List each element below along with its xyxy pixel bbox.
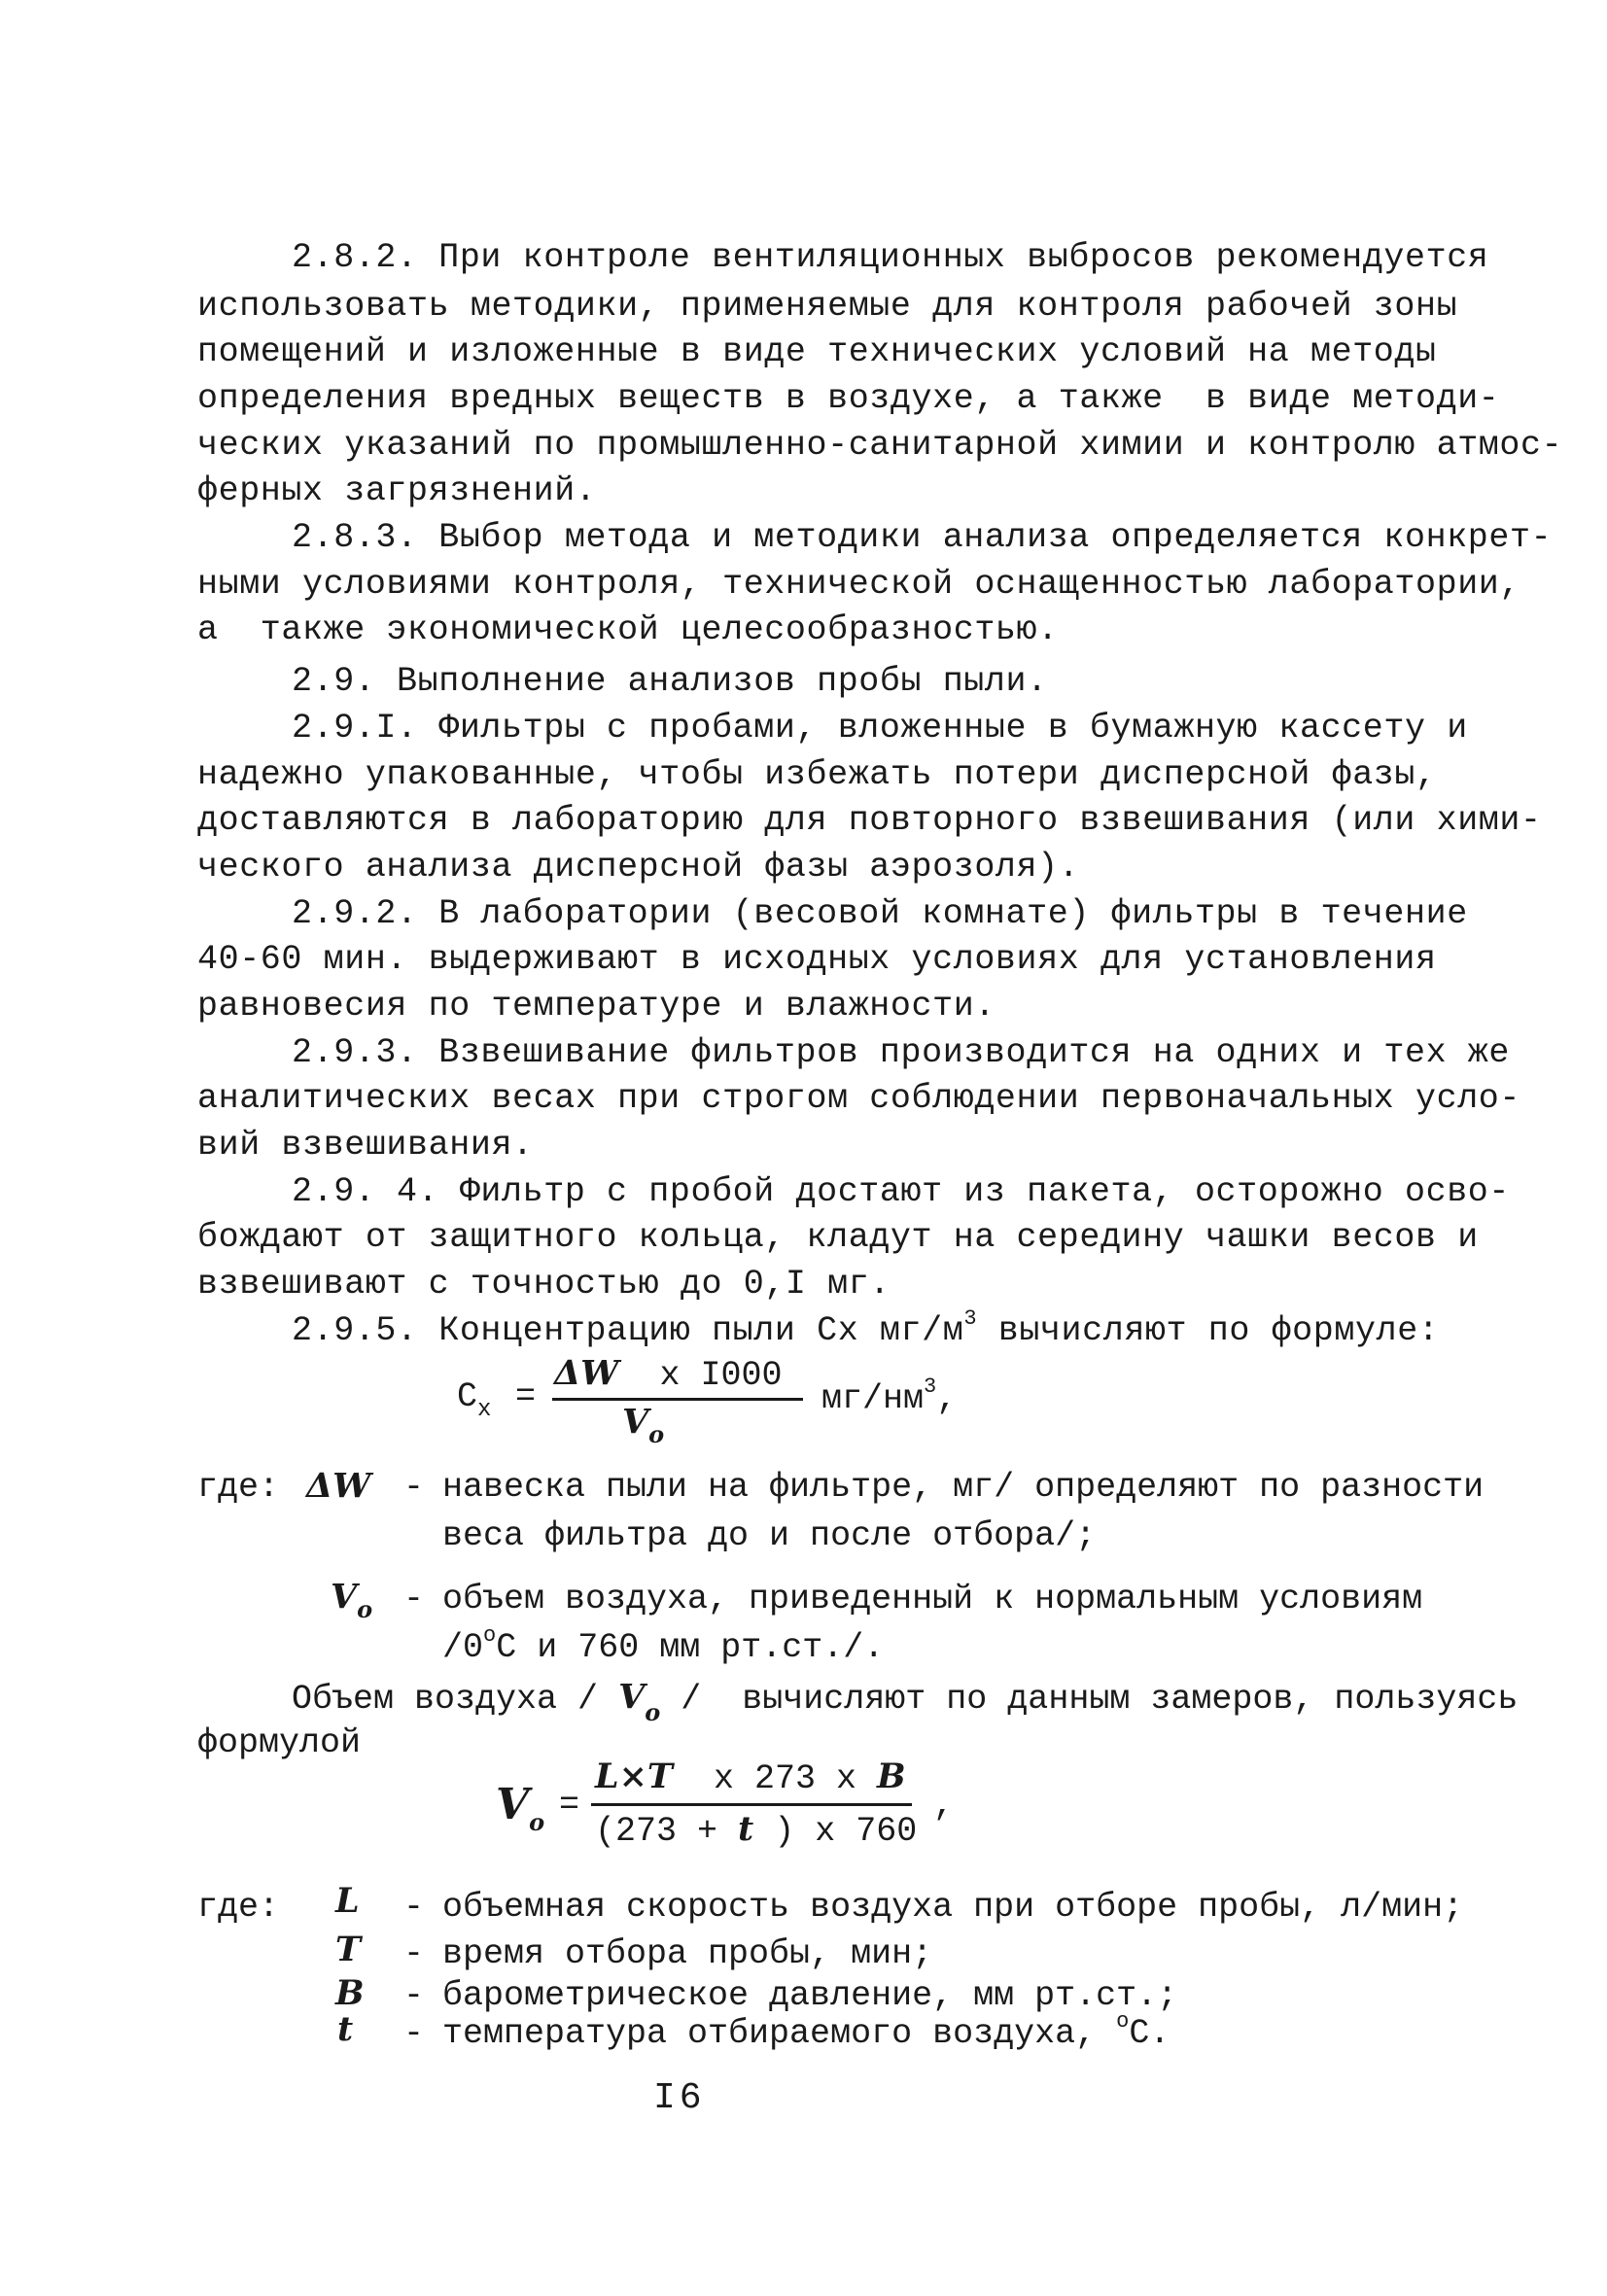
text-line: использовать методики, применяемые для контроля рабочей зоны xyxy=(197,287,1458,326)
fraction-bar xyxy=(591,1803,912,1806)
text-line: аналитических весах при строгом соблюдении первоначальных усло- xyxy=(197,1079,1521,1118)
definition-line: веса фильтра до и после отбора/; xyxy=(442,1516,1097,1555)
v0-symbol: $V_o$ xyxy=(331,1577,373,1623)
dash: - xyxy=(403,1976,425,2015)
b-symbol: B xyxy=(335,1973,365,2013)
formula-numerator: L×T x 273 x B xyxy=(595,1757,906,1798)
text-line: ческих указаний по промышленно-санитарной химии и контролю атмос- xyxy=(197,426,1563,465)
formula-lhs: $V_o$ xyxy=(496,1780,545,1836)
text-line: 2.9.3. Взвешивание фильтров производится на одних и тех же xyxy=(292,1033,1510,1072)
text-line: 2.8.3. Выбор метода и методики анализа определяется конкрет- xyxy=(292,518,1553,557)
text-line: определения вредных веществ в воздухе, а также в виде методи- xyxy=(197,379,1500,418)
text-line: 2.9.I. Фильтры с пробами, вложенные в бумажную кассету и xyxy=(292,709,1468,748)
text-line: доставляются в лабораторию для повторного взвешивания (или хими- xyxy=(197,801,1542,840)
definition-line: барометрическое давление, мм рт.ст.; xyxy=(442,1976,1178,2015)
formula-trail: , xyxy=(933,1786,955,1825)
formula-numerator: ΔW x I000 xyxy=(554,1353,783,1395)
formula-equals: = xyxy=(559,1786,580,1825)
text-line: 2.9.2. В лаборатории (весовой комнате) фильтры в течение xyxy=(292,894,1468,933)
section-heading: 2.9. Выполнение анализов пробы пыли. xyxy=(292,662,1048,701)
text-line: вий взвешивания. xyxy=(197,1126,534,1165)
text-line: взвешивают с точностью до 0,I мг. xyxy=(197,1265,891,1304)
text-line: надежно упакованные, чтобы избежать потери дисперсной фазы, xyxy=(197,755,1437,794)
formula-equals: = xyxy=(515,1377,537,1416)
text-line: равновесия по температуре и влажности. xyxy=(197,987,996,1026)
where-label: где: xyxy=(197,1888,280,1927)
formula-intro: 2.9.5. Концентрацию пыли Сх $мг/м^3$ вычисляют по формуле: xyxy=(292,1306,1440,1350)
text-line: формулой xyxy=(197,1723,362,1762)
t-symbol: t xyxy=(337,2009,354,2049)
text-line: ческого анализа дисперсной фазы аэрозоля). xyxy=(197,848,1080,887)
definition-line: объемная скорость воздуха при отборе пробы, л/мин; xyxy=(442,1888,1464,1927)
formula-denominator: $V_o$ xyxy=(622,1402,665,1448)
text-line: ными условиями контроля, технической оснащенностью лаборатории, xyxy=(197,565,1521,604)
dash: - xyxy=(403,1934,425,1973)
text-line: бождают от защитного кольца, кладут на середину чашки весов и xyxy=(197,1218,1479,1257)
fraction-bar xyxy=(552,1398,803,1401)
text-line: помещений и изложенные в виде технических условий на методы xyxy=(197,332,1437,371)
definition-line: навеска пыли на фильтре, мг/ определяют по разности xyxy=(442,1468,1485,1507)
definition-line: время отбора пробы, мин; xyxy=(442,1934,933,1973)
definition-line: объем воздуха, приведенный к нормальным условиям xyxy=(442,1580,1423,1618)
text-line: а также экономической целесообразностью. xyxy=(197,610,1059,649)
page-number: I6 xyxy=(653,2077,706,2119)
formula-lhs: $С_x$ xyxy=(457,1377,492,1423)
definition-line: температура отбираемого воздуха, $^о$С. xyxy=(442,2009,1170,2053)
dash: - xyxy=(403,2014,425,2053)
tau-symbol: T xyxy=(335,1930,362,1969)
l-symbol: L xyxy=(335,1881,360,1921)
text-line: ферных загрязнений. xyxy=(197,471,597,510)
text-line: 40-60 мин. выдерживают в исходных условиях для установления xyxy=(197,940,1437,979)
dash: - xyxy=(403,1468,425,1507)
formula-unit: $мг/нм^3$, xyxy=(821,1374,958,1418)
text-line: 2.9. 4. Фильтр с пробой достают из пакета, осторожно осво- xyxy=(292,1172,1510,1211)
delta-w-symbol: ΔW xyxy=(306,1466,371,1506)
definition-line: $/0^оС$ и 760 мм рт.ст./. xyxy=(442,1623,885,1667)
dash: - xyxy=(403,1580,425,1618)
volume-intro: Объем воздуха / $V_o$ / вычисляют по данным замеров, пользуясь xyxy=(292,1677,1519,1726)
where-label: где: xyxy=(197,1468,280,1507)
dash: - xyxy=(403,1888,425,1927)
formula-denominator: (273 + t ) x 760 xyxy=(595,1809,918,1851)
text-line: 2.8.2. При контроле вентиляционных выбросов рекомендуется xyxy=(292,238,1489,277)
